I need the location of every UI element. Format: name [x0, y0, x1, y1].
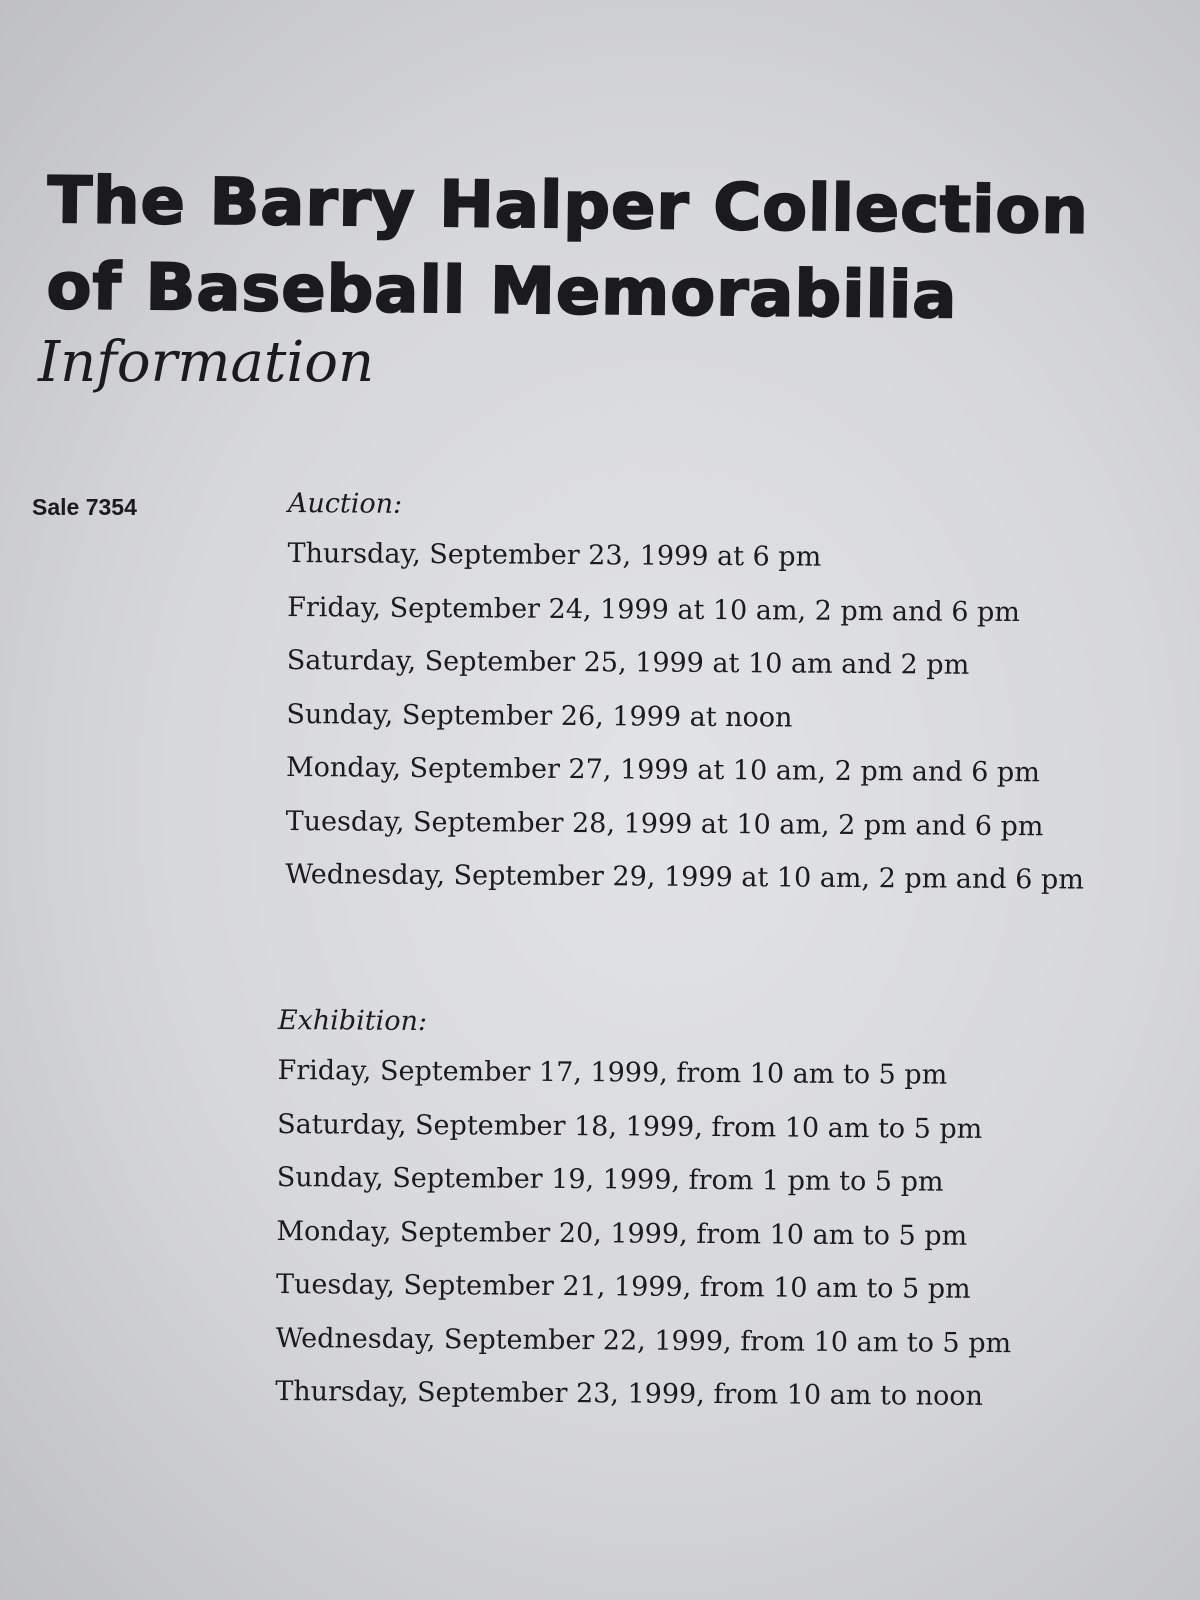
auction-line: Tuesday, September 28, 1999 at 10 am, 2 pm and 6 pm — [285, 805, 1044, 842]
auction-line: Friday, September 24, 1999 at 10 am, 2 pm and 6 pm — [287, 591, 1021, 628]
exhibition-line: Monday, September 20, 1999, from 10 am to 5 pm — [276, 1215, 968, 1252]
exhibition-heading: Exhibition: — [277, 1005, 428, 1038]
exhibition-line: Saturday, September 18, 1999, from 10 am to 5 pm — [277, 1108, 983, 1145]
auction-line: Thursday, September 23, 1999 at 6 pm — [287, 537, 822, 573]
title-line-2: of Baseball Memorabilia — [46, 249, 958, 334]
title-line-1: The Barry Halper Collection — [47, 163, 1090, 249]
section-subtitle: Information — [38, 330, 375, 395]
exhibition-line: Sunday, September 19, 1999, from 1 pm to 5 pm — [276, 1161, 944, 1198]
exhibition-line: Wednesday, September 22, 1999, from 10 am to 5 pm — [275, 1322, 1012, 1359]
exhibition-line: Thursday, September 23, 1999, from 10 am to noon — [275, 1375, 984, 1412]
auction-schedule — [285, 488, 1087, 917]
page-title — [46, 158, 1089, 341]
auction-line: Monday, September 27, 1999 at 10 am, 2 pm and 6 pm — [285, 751, 1040, 789]
sale-number: Sale 7354 — [32, 494, 137, 520]
exhibition-schedule — [275, 1005, 1013, 1434]
auction-line: Wednesday, September 29, 1999 at 10 am, 2 pm and 6 pm — [285, 858, 1084, 896]
auction-heading: Auction: — [287, 488, 403, 520]
auction-line: Saturday, September 25, 1999 at 10 am and 2 pm — [286, 644, 970, 681]
auction-line: Sunday, September 26, 1999 at noon — [286, 698, 793, 734]
exhibition-line: Friday, September 17, 1999, from 10 am to 5 pm — [277, 1054, 948, 1091]
exhibition-line: Tuesday, September 21, 1999, from 10 am to 5 pm — [275, 1268, 971, 1305]
